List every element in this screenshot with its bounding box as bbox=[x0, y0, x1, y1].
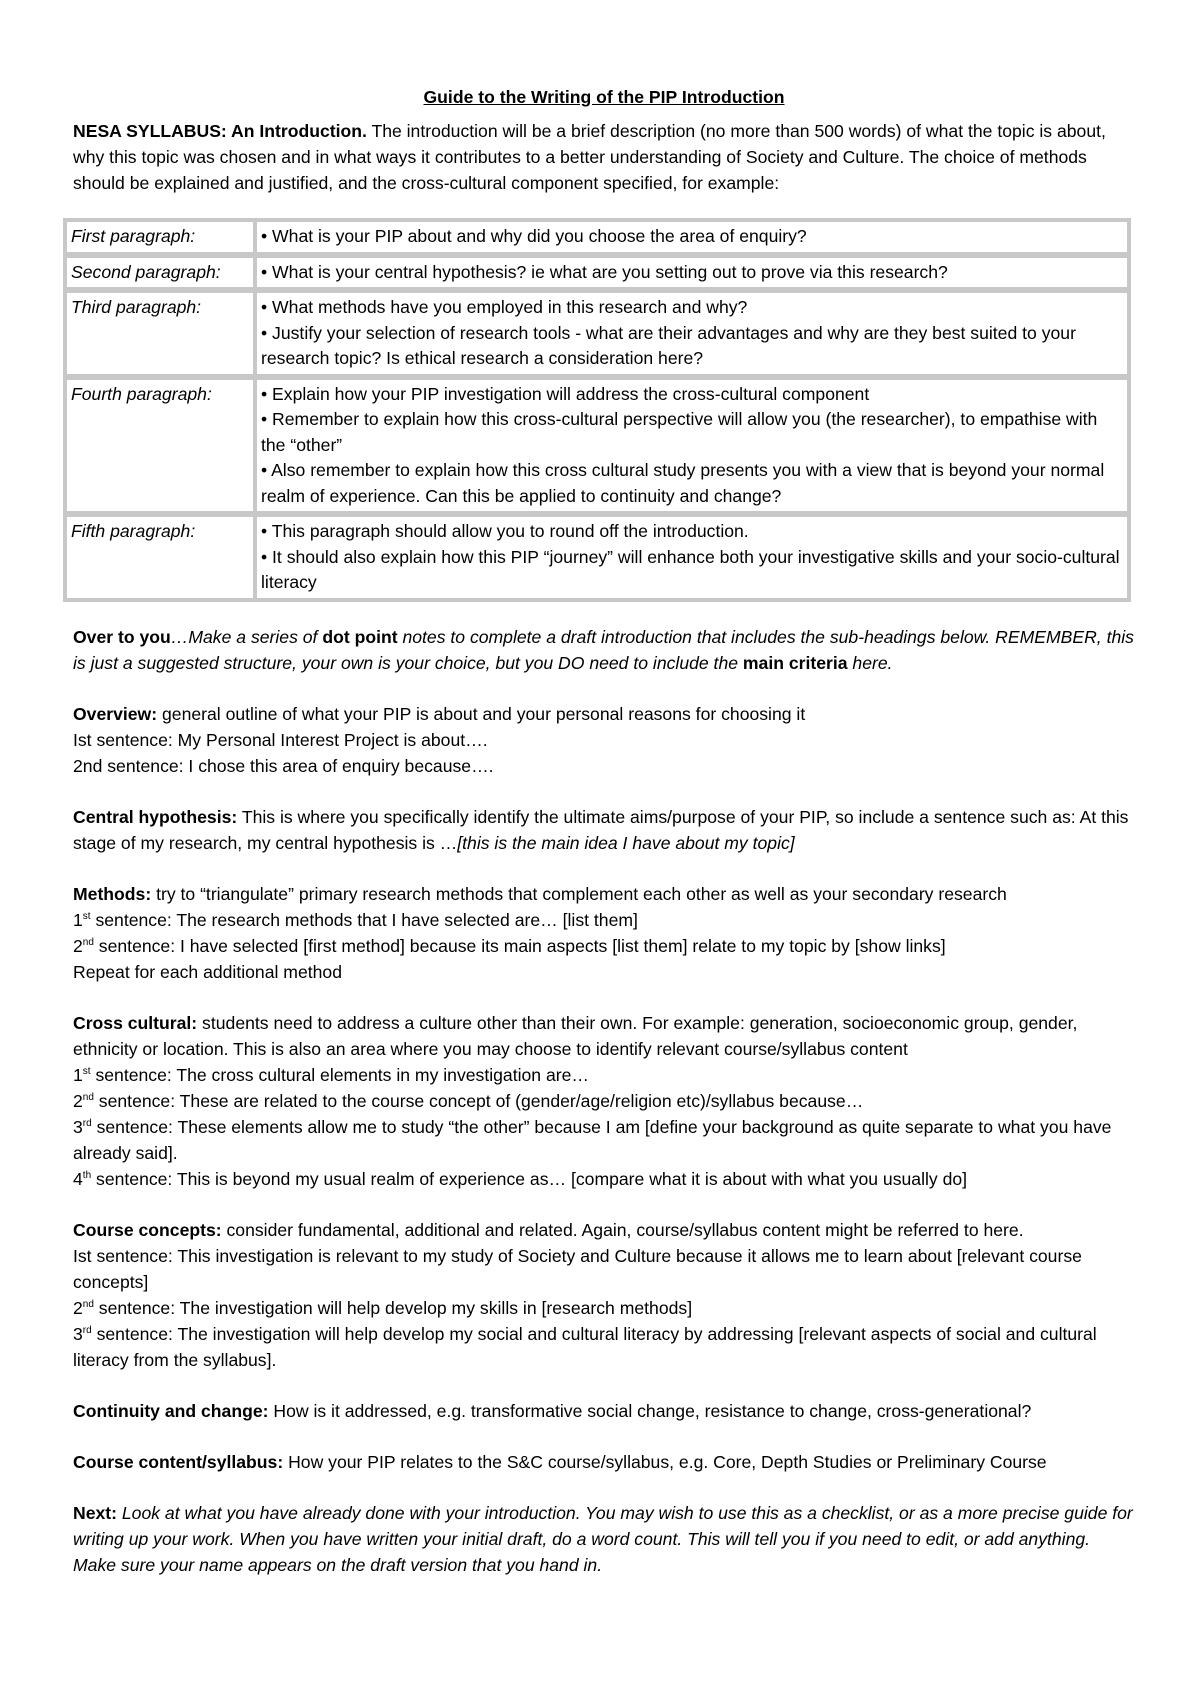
methods-section bbox=[73, 881, 1135, 985]
ordinal-suffix: nd bbox=[82, 936, 94, 948]
continuity-change-section bbox=[73, 1398, 1135, 1424]
bullet: • What is your PIP about and why did you choose the area of enquiry? bbox=[261, 226, 807, 246]
row-label: First paragraph: bbox=[67, 222, 257, 252]
sentence-line: Ist sentence: My Personal Interest Project is about…. bbox=[73, 729, 488, 750]
sentence-text: sentence: These are related to the course concept of (gender/age/religion etc)/syllabus because… bbox=[93, 1090, 864, 1111]
ordinal-number: 1 bbox=[73, 909, 83, 930]
ordinal-number: 2 bbox=[73, 935, 83, 956]
course-content-section bbox=[73, 1449, 1135, 1475]
row-label: Fourth paragraph: bbox=[67, 374, 257, 512]
section-text: consider fundamental, additional and related. Again, course/syllabus content might be referred to here. bbox=[221, 1219, 1024, 1240]
sentence-line bbox=[73, 1321, 1135, 1373]
bullet: • Explain how your PIP investigation will address the cross-cultural component bbox=[261, 383, 870, 404]
cross-cultural-section bbox=[73, 1010, 1135, 1192]
ordinal-number: 4 bbox=[73, 1168, 83, 1189]
sentence-line: Repeat for each additional method bbox=[73, 961, 342, 982]
sentence-line: 2nd sentence: I chose this area of enquiry because…. bbox=[73, 755, 494, 776]
section-heading: Overview: bbox=[73, 703, 158, 724]
bullet: • It should also explain how this PIP “journey” will enhance both your investigative skills and your socio-cultural literacy bbox=[261, 546, 1120, 592]
row-content bbox=[257, 374, 1127, 512]
section-text: students need to address a culture other than their own. For example: generation, socioeconomic group, gender, ethnicity or location. This is also an area where you may choose to identify relevant course/syllabus content bbox=[73, 1012, 1078, 1059]
table-row bbox=[67, 252, 1127, 288]
ordinal-number: 1 bbox=[73, 1064, 83, 1085]
intro-paragraph bbox=[73, 118, 1135, 196]
section-text: This is where you specifically identify the ultimate aims/purpose of your PIP, so include a sentence such as: At this stage of my research, my central hypothesis is … bbox=[73, 806, 1129, 853]
sentence-text: sentence: The cross cultural elements in my investigation are… bbox=[90, 1064, 589, 1085]
section-heading: Methods: bbox=[73, 883, 152, 904]
section-heading: Course content/syllabus: bbox=[73, 1451, 284, 1472]
section-heading: Next: bbox=[73, 1502, 117, 1523]
bullet: • What methods have you employed in this research and why? bbox=[261, 297, 748, 317]
ordinal-suffix: st bbox=[82, 1065, 91, 1077]
sentence-text: sentence: The investigation will help develop my skills in [research methods] bbox=[93, 1297, 693, 1318]
section-text: try to “triangulate” primary research methods that complement each other as well as your secondary research bbox=[151, 883, 1007, 904]
course-concepts-section bbox=[73, 1217, 1135, 1373]
section-text: How is it addressed, e.g. transformative social change, resistance to change, cross-generational? bbox=[268, 1400, 1032, 1421]
overview-section bbox=[73, 701, 1135, 779]
sentence-text: sentence: The research methods that I have selected are… [list them] bbox=[90, 909, 638, 930]
section-heading: Cross cultural: bbox=[73, 1012, 198, 1033]
sentence-line bbox=[73, 1295, 1135, 1321]
section-text: general outline of what your PIP is about and your personal reasons for choosing it bbox=[157, 703, 806, 724]
table-row bbox=[67, 374, 1127, 512]
over-text-a: …Make a series of bbox=[170, 626, 323, 647]
row-content bbox=[257, 222, 1127, 252]
intro-text: The introduction will be a brief description (no more than 500 words) of what the topic is about, why this topic was chosen and in what ways it contributes to a better understanding of Society and Culture. The choice of methods should be explained and justified, and the cross-cultural component specified, for example: bbox=[73, 121, 1106, 193]
row-label: Third paragraph: bbox=[67, 287, 257, 374]
row-label: Second paragraph: bbox=[67, 252, 257, 288]
ordinal-suffix: st bbox=[82, 910, 91, 922]
ordinal-suffix: nd bbox=[82, 1298, 94, 1310]
bullet: • Remember to explain how this cross-cultural perspective will allow you (the researcher), to empathise with the “other” bbox=[261, 409, 1098, 455]
over-text-b: dot point bbox=[322, 626, 398, 647]
intro-lead: NESA SYLLABUS: An Introduction. bbox=[73, 121, 367, 141]
ordinal-number: 2 bbox=[73, 1297, 83, 1318]
over-text-c: notes to complete a draft introduction that includes the sub-headings below. REMEMBER, this is just a suggested structure, your own is your choice, but you DO need to include the bbox=[73, 626, 1134, 673]
row-label: Fifth paragraph: bbox=[67, 511, 257, 598]
bullet: • Justify your selection of research tools - what are their advantages and why are they best suited to your research topic? Is ethical research a consideration here? bbox=[261, 322, 1076, 368]
section-italic: [this is the main idea I have about my topic] bbox=[457, 832, 795, 853]
ordinal-number: 3 bbox=[73, 1323, 83, 1344]
row-content bbox=[257, 287, 1127, 374]
sentence-text: sentence: This is beyond my usual realm of experience as… [compare what it is about with what you usually do] bbox=[91, 1168, 968, 1189]
section-heading: Central hypothesis: bbox=[73, 806, 238, 827]
document-title: Guide to the Writing of the PIP Introduction bbox=[423, 87, 785, 107]
next-section bbox=[73, 1500, 1135, 1578]
over-text-e: here. bbox=[847, 652, 893, 673]
sentence-text: sentence: These elements allow me to study “the other” because I am [define your background as quite separate to what you have already said]. bbox=[73, 1116, 1112, 1163]
section-heading: Course concepts: bbox=[73, 1219, 222, 1240]
table-row bbox=[67, 222, 1127, 252]
ordinal-suffix: rd bbox=[82, 1324, 92, 1336]
sentence-text: sentence: The investigation will help develop my social and cultural literacy by addressing [relevant aspects of social and cultural literacy from the syllabus]. bbox=[73, 1323, 1097, 1370]
sentence-line bbox=[73, 1062, 1135, 1088]
bullet: • This paragraph should allow you to round off the introduction. bbox=[261, 521, 749, 541]
table-row bbox=[67, 287, 1127, 374]
bullet: • What is your central hypothesis? ie what are you setting out to prove via this research? bbox=[261, 261, 948, 282]
row-content bbox=[257, 511, 1127, 598]
sentence-line: Ist sentence: This investigation is relevant to my study of Society and Culture because it allows me to learn about [relevant course concepts] bbox=[73, 1245, 1082, 1292]
section-text: Look at what you have already done with your introduction. You may wish to use this as a checklist, or as a more precise guide for writing up your work. When you have written your initial draft, do a word count. This will tell you if you need to edit, or add anything. Make sure your name appears on the draft version that you hand in. bbox=[73, 1502, 1133, 1575]
section-text: How your PIP relates to the S&C course/syllabus, e.g. Core, Depth Studies or Preliminary Course bbox=[283, 1451, 1047, 1472]
ordinal-number: 2 bbox=[73, 1090, 83, 1111]
sentence-line bbox=[73, 907, 1135, 933]
ordinal-suffix: th bbox=[82, 1169, 92, 1181]
row-content bbox=[257, 252, 1127, 288]
sentence-line bbox=[73, 933, 1135, 959]
section-heading: Continuity and change: bbox=[73, 1400, 269, 1421]
table-row bbox=[67, 511, 1127, 598]
over-to-you-paragraph bbox=[73, 624, 1135, 676]
bullet: • Also remember to explain how this cross cultural study presents you with a view that is beyond your normal realm of experience. Can this be applied to continuity and change? bbox=[261, 460, 1105, 506]
sentence-line bbox=[73, 1166, 1135, 1192]
ordinal-suffix: rd bbox=[82, 1117, 92, 1129]
sentence-line bbox=[73, 1114, 1135, 1166]
ordinal-suffix: nd bbox=[82, 1091, 94, 1103]
central-hypothesis-section bbox=[73, 804, 1135, 856]
over-lead: Over to you bbox=[73, 626, 171, 647]
ordinal-number: 3 bbox=[73, 1116, 83, 1137]
document-page bbox=[73, 84, 1135, 1578]
paragraph-guide-table bbox=[63, 218, 1131, 602]
sentence-line bbox=[73, 1088, 1135, 1114]
sentence-text: sentence: I have selected [first method] because its main aspects [list them] relate to my topic by [show links] bbox=[93, 935, 946, 956]
over-text-d: main criteria bbox=[742, 652, 848, 673]
